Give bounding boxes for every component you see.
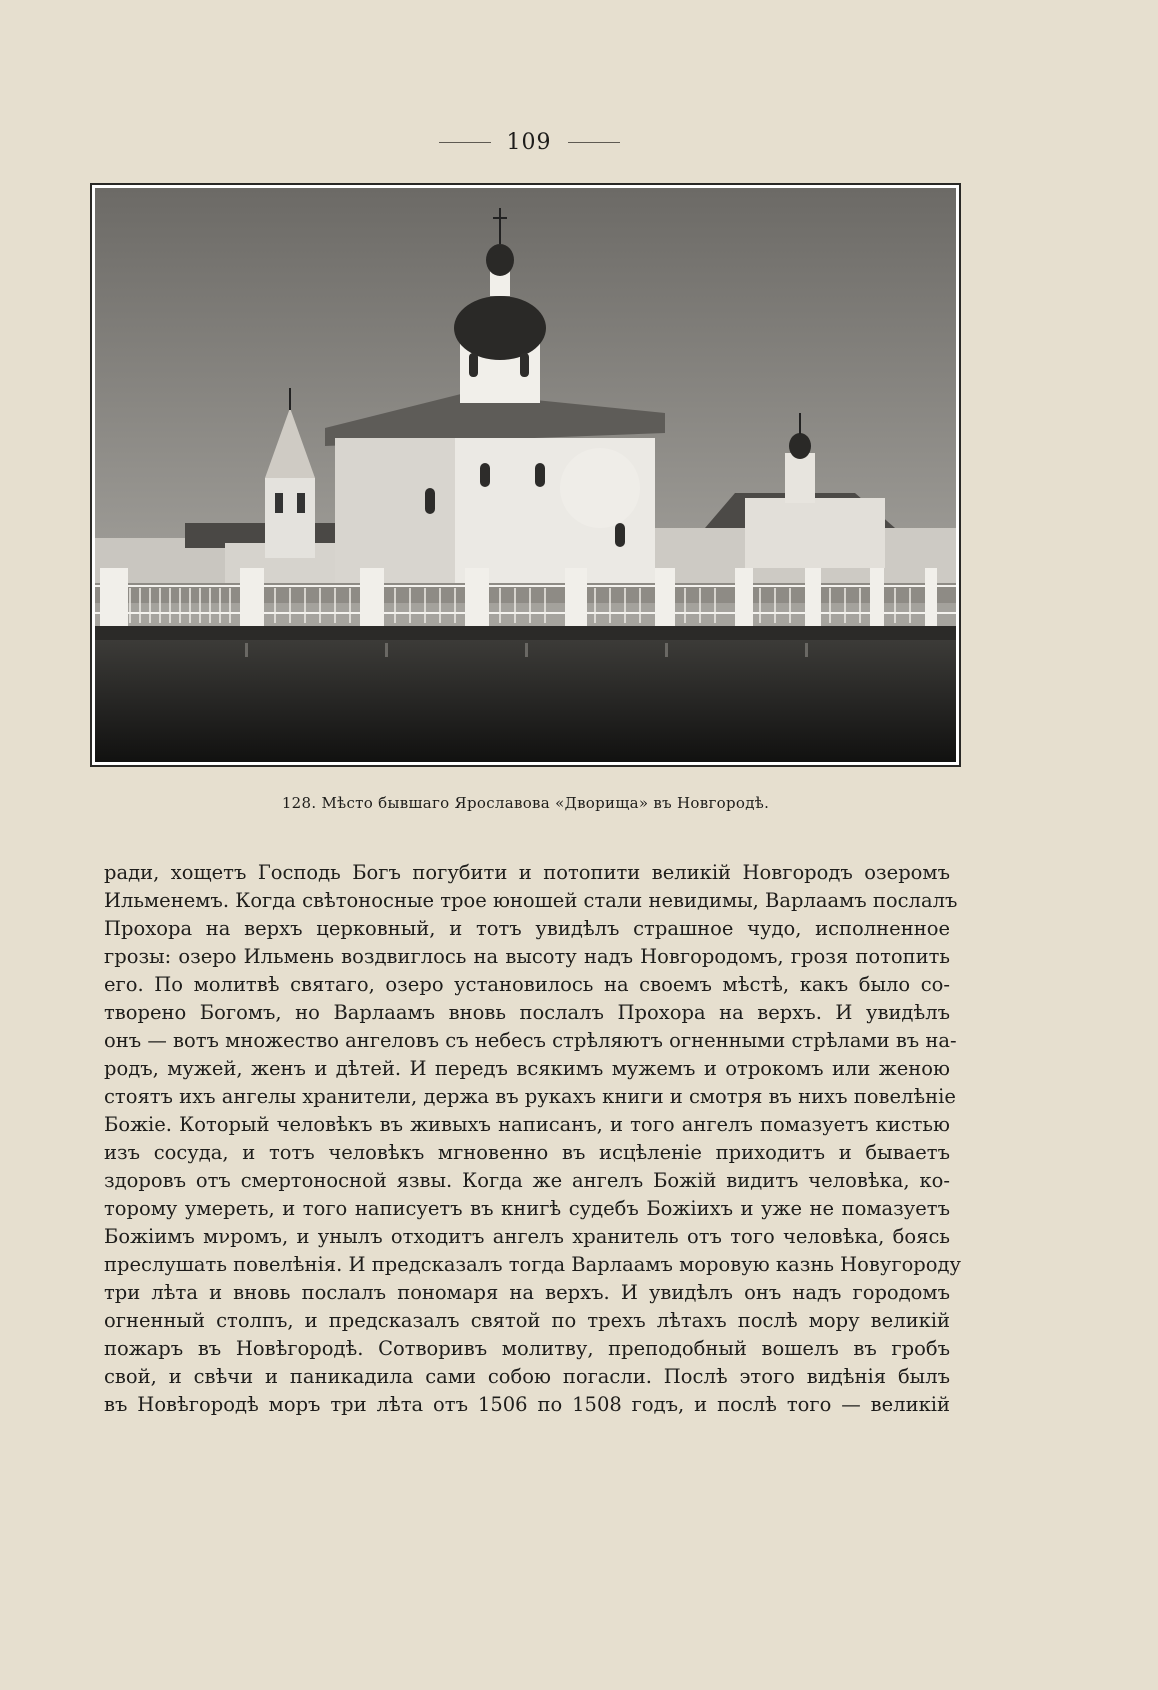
church-photo-illustration [95, 188, 956, 762]
text-line: его. По молитвѣ святаго, озеро установилось на своемъ мѣстѣ, какъ было со- [104, 973, 950, 996]
text-line: свой, и свѣчи и паникадила сами собою погасли. Послѣ этого видѣнія былъ [104, 1365, 950, 1388]
text-line: Божіимъ мνромъ, и унылъ отходитъ ангелъ хранитель отъ того человѣка, боясь [104, 1225, 950, 1248]
text-line: Прохора на верхъ церковный, и тотъ увидѣлъ страшное чудо, исполненное [104, 917, 950, 940]
text-line: творено Богомъ, но Варлаамъ вновь послалъ Прохора на верхъ. И увидѣлъ [104, 1001, 950, 1024]
text-line: родъ, мужей, женъ и дѣтей. И передъ всякимъ мужемъ и отрокомъ или женою [104, 1057, 950, 1080]
header-rule-right [568, 142, 620, 143]
text-line: изъ сосуда, и тотъ человѣкъ мгновенно въ исцѣленіе приходитъ и бываетъ [104, 1141, 950, 1164]
text-line: Божіе. Который человѣкъ въ живыхъ написанъ, и того ангелъ помазуетъ кистью [104, 1113, 950, 1136]
text-line: Ильменемъ. Когда свѣтоносные трое юношей стали невидимы, Варлаамъ послалъ [104, 889, 958, 912]
text-line: здоровъ отъ смертоносной язвы. Когда же ангелъ Божій видитъ человѣка, ко- [104, 1169, 950, 1192]
page-number: 109 [506, 130, 552, 155]
body-text [104, 859, 962, 1419]
text-line: стоятъ ихъ ангелы хранители, держа въ рукахъ книги и смотря въ нихъ повелѣніе [104, 1085, 956, 1108]
text-line: онъ — вотъ множество ангеловъ съ небесъ стрѣляютъ огненными стрѣлами въ на- [104, 1029, 957, 1052]
text-line: торому умереть, и того написуетъ въ книгѣ судебъ Божіихъ и уже не помазуетъ [104, 1197, 950, 1220]
text-line: ради, хощетъ Господь Богъ погубити и потопити великій Новгородъ озеромъ [104, 861, 950, 884]
text-line: въ Новѣгородѣ моръ три лѣта отъ 1506 по 1508 годъ, и послѣ того — великій [104, 1393, 950, 1416]
text-line: огненный столпъ, и предсказалъ святой по трехъ лѣтахъ послѣ мору великій [104, 1309, 950, 1332]
text-line: грозы: озеро Ильмень воздвиглось на высоту надъ Новгородомъ, грозя потопить [104, 945, 950, 968]
text-line: три лѣта и вновь послалъ пономаря на верхъ. И увидѣлъ онъ надъ городомъ [104, 1281, 950, 1304]
figure-caption: 128. Мѣсто бывшаго Ярославова «Дворища» въ Новгородѣ. [281, 794, 770, 812]
text-line: преслушать повелѣнія. И предсказалъ тогда Варлаамъ моровую казнь Новугороду [104, 1253, 962, 1276]
header-rule-left [439, 142, 491, 143]
page-header [0, 130, 1058, 155]
text-line: пожаръ въ Новѣгородѣ. Сотворивъ молитву, преподобный вошелъ въ гробъ [104, 1337, 950, 1360]
church-photograph [90, 183, 961, 767]
